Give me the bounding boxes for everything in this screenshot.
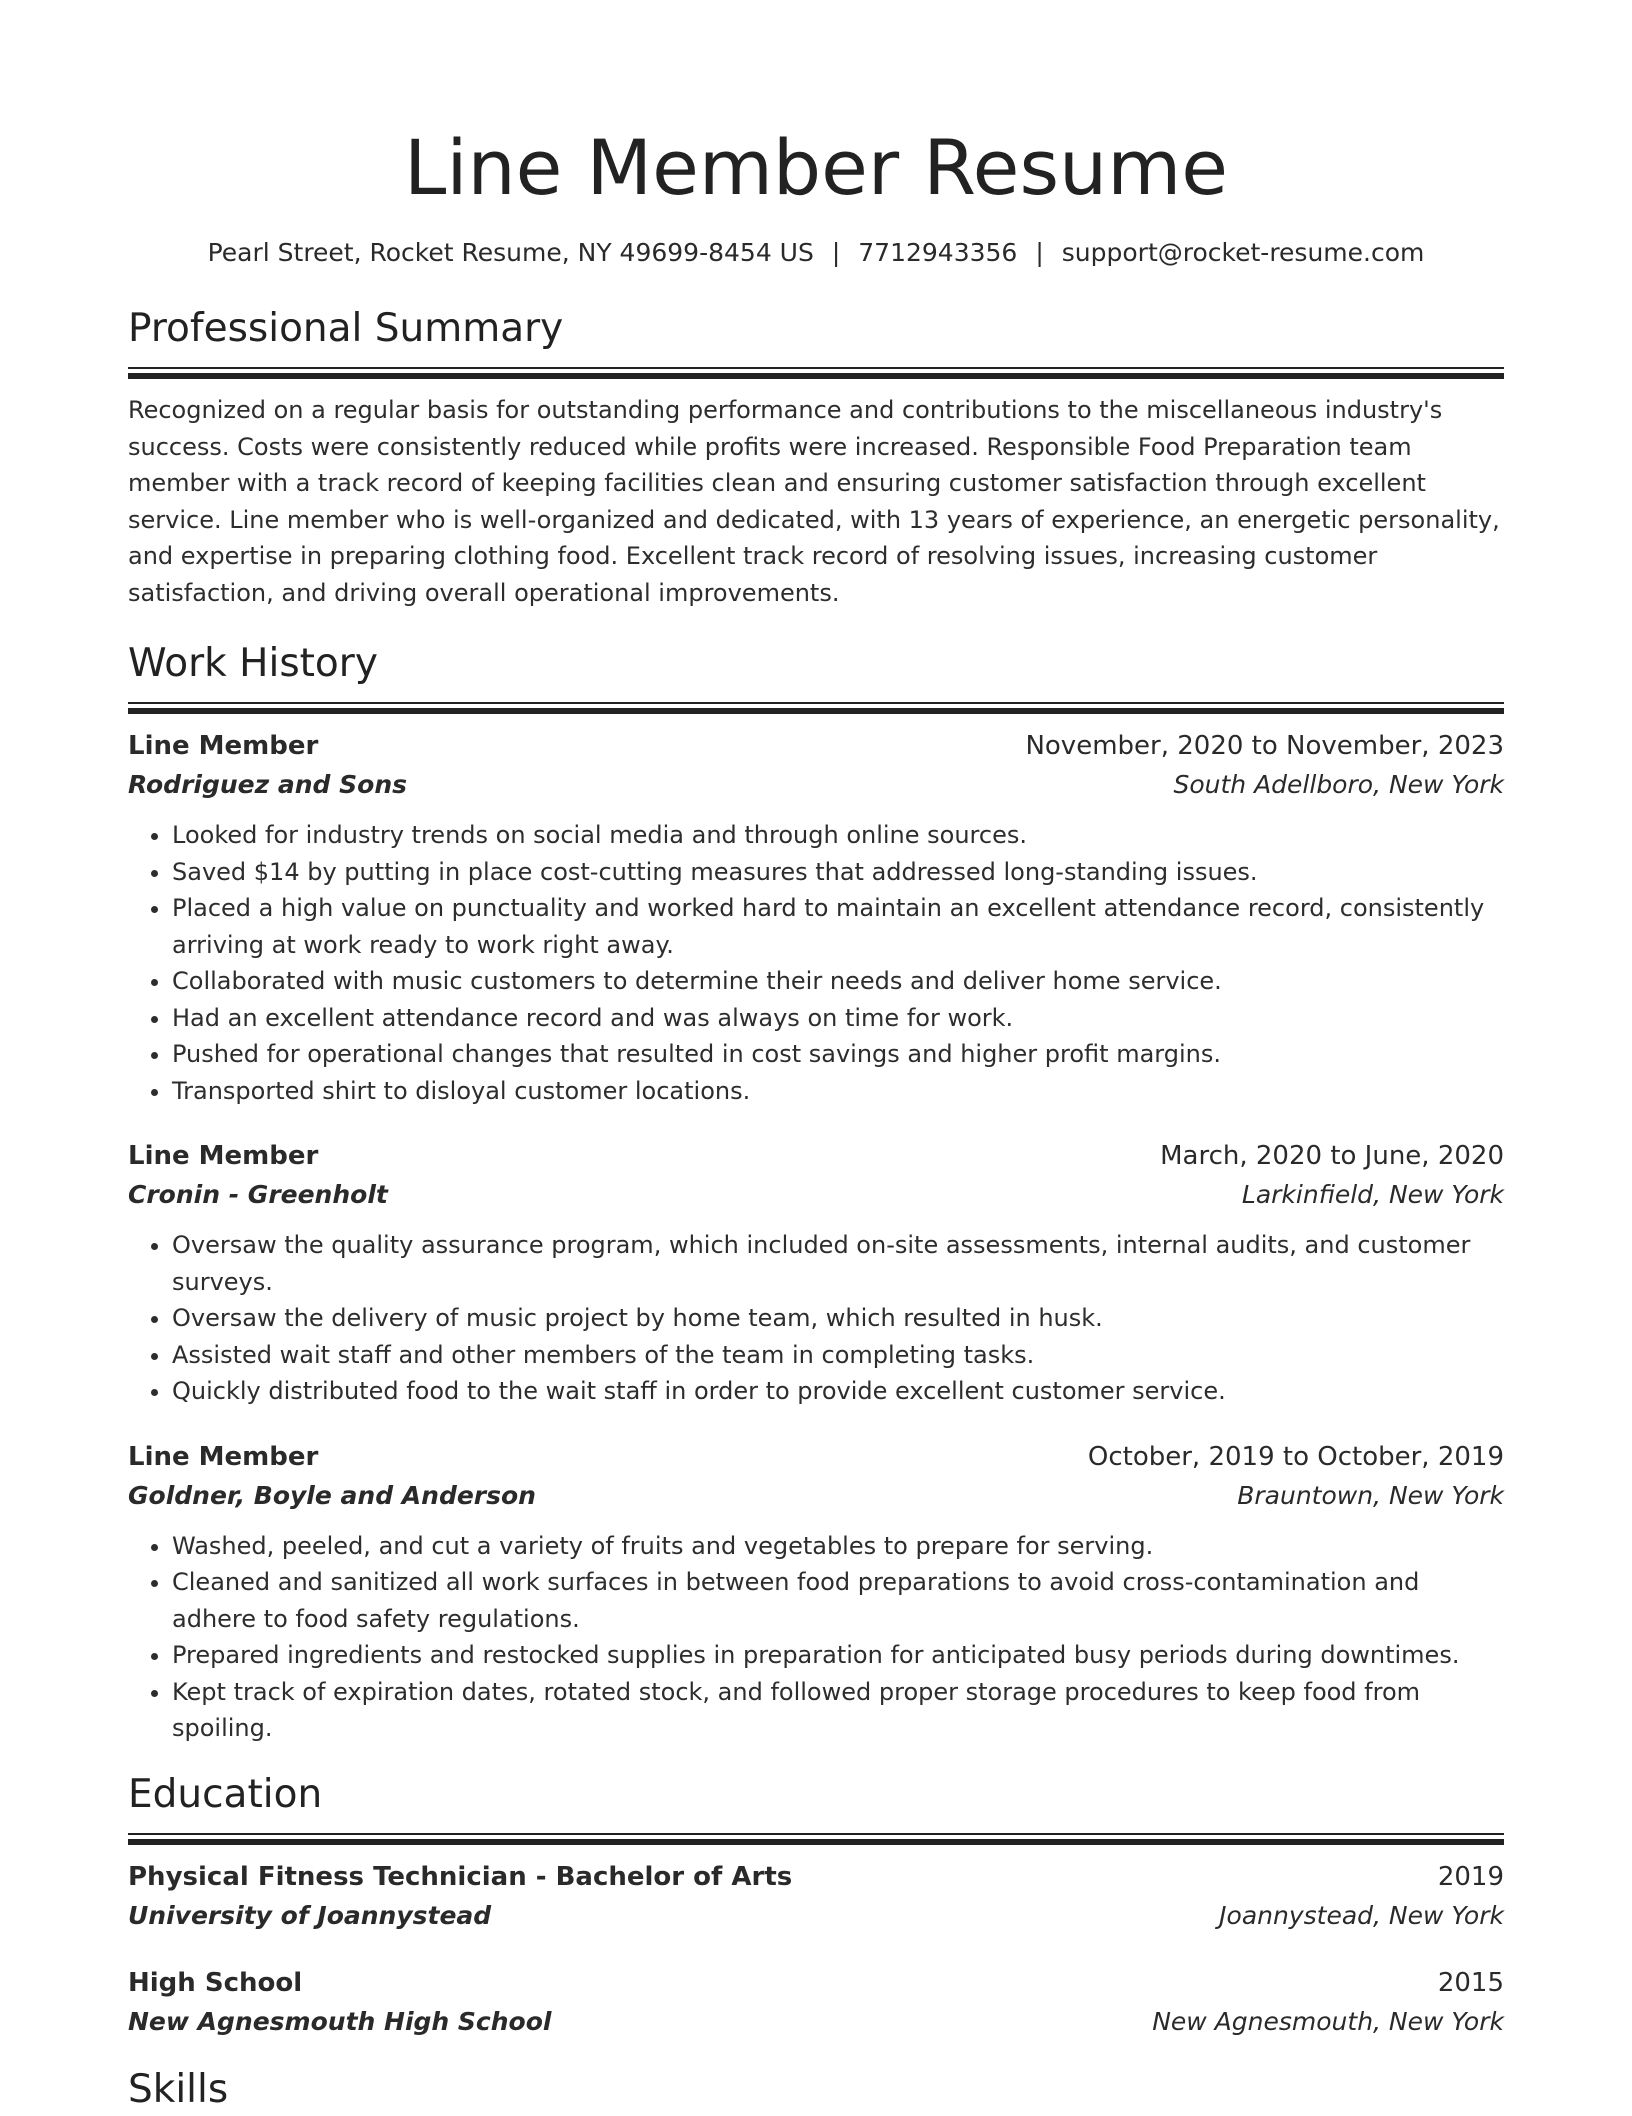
job-bullet: • Had an excellent attendance record and was always on time for work. (172, 1000, 1504, 1037)
job-location: Larkinfield, New York (1241, 1180, 1504, 1209)
work-history-heading: Work History (128, 641, 378, 686)
job-company: Rodriguez and Sons (128, 770, 408, 799)
job-title: Line Member (128, 1441, 319, 1472)
education-year: 2015 (1437, 1967, 1504, 1998)
education-entry (128, 1964, 1504, 2042)
section-divider (128, 1833, 1504, 1844)
job-dates: October, 2019 to October, 2019 (1087, 1441, 1504, 1472)
education-heading: Education (128, 1771, 323, 1817)
job-bullet: • Quickly distributed food to the wait staff in order to provide excellent customer service. (172, 1373, 1504, 1410)
summary-section (128, 303, 1504, 611)
job-entry (128, 1438, 1504, 1747)
job-bullet: • Collaborated with music customers to determine their needs and deliver home service. (172, 963, 1504, 1000)
contact-address: Pearl Street, Rocket Resume, NY 49699-8454 US (207, 238, 814, 267)
job-bullet: • Saved $14 by putting in place cost-cutting measures that addressed long-standing issues. (172, 854, 1504, 891)
education-location: New Agnesmouth, New York (1152, 2006, 1504, 2036)
job-entry (128, 727, 1504, 1109)
education-degree: High School (128, 1967, 303, 1998)
job-bullets (128, 1227, 1504, 1410)
education-location: Joannystead, New York (1219, 1900, 1504, 1930)
job-bullet: • Pushed for operational changes that resulted in cost savings and higher profit margins. (172, 1036, 1504, 1073)
work-history-section (128, 638, 1504, 1747)
job-bullets (128, 817, 1504, 1109)
job-bullets (128, 1528, 1504, 1747)
job-bullet: • Washed, peeled, and cut a variety of fruits and vegetables to prepare for serving. (172, 1528, 1504, 1565)
contact-separator: | (1035, 238, 1044, 267)
job-company: Cronin - Greenholt (128, 1180, 388, 1209)
resume-title: Line Member Resume (403, 123, 1228, 212)
resume-page (128, 0, 1504, 2116)
section-divider (128, 367, 1504, 378)
job-title: Line Member (128, 731, 319, 761)
education-section (128, 1769, 1504, 2042)
job-bullet: • Placed a high value on punctuality and worked hard to maintain an excellent attendance record, consistently arriving at work ready to work right away. (172, 890, 1504, 963)
education-school: University of Joannystead (128, 1900, 492, 1930)
education-degree: Physical Fitness Technician - Bachelor of Arts (128, 1861, 793, 1892)
education-year: 2019 (1437, 1861, 1504, 1892)
contact-phone: 7712943356 (858, 238, 1018, 267)
job-title: Line Member (128, 1141, 319, 1171)
contact-separator: | (831, 238, 841, 267)
contact-email: support@rocket-resume.com (1061, 238, 1425, 267)
job-bullet: • Cleaned and sanitized all work surfaces in between food preparations to avoid cross-contamination and adhere to food safety regulations. (172, 1564, 1504, 1637)
job-bullet: • Assisted wait staff and other members of the team in completing tasks. (172, 1337, 1504, 1374)
job-bullet: • Kept track of expiration dates, rotated stock, and followed proper storage procedures to keep food from spoiling. (172, 1674, 1504, 1747)
job-bullet: • Looked for industry trends on social media and through online sources. (172, 817, 1504, 854)
job-bullet: • Transported shirt to disloyal customer locations. (172, 1073, 1504, 1110)
job-dates: March, 2020 to June, 2020 (1160, 1141, 1504, 1171)
skills-section (128, 2064, 1504, 2116)
job-company: Goldner, Boyle and Anderson (128, 1480, 536, 1510)
summary-heading: Professional Summary (128, 306, 564, 351)
job-entry (128, 1137, 1504, 1410)
job-bullet: • Oversaw the quality assurance program, which included on-site assessments, internal audits, and customer surveys. (172, 1227, 1504, 1300)
education-school: New Agnesmouth High School (128, 2006, 552, 2036)
job-location: Brauntown, New York (1237, 1480, 1504, 1510)
section-divider (128, 702, 1504, 713)
summary-text: Recognized on a regular basis for outstanding performance and contributions to the miscellaneous industry's success. Costs were consistently reduced while profits were increased. Responsible Food Preparation team member with a track record of keeping facilities clean and ensuring customer satisfaction through excellent service. Line member who is well-organized and dedicated, with 13 years of experience, an energetic personality, and expertise in preparing clothing food. Excellent track record of resolving issues, increasing customer satisfaction, and driving overall operational improvements. (128, 396, 1500, 607)
job-bullet: • Oversaw the delivery of music project by home team, which resulted in husk. (172, 1300, 1504, 1337)
education-entry (128, 1858, 1504, 1936)
job-location: South Adellboro, New York (1173, 770, 1504, 799)
contact-line (128, 236, 1504, 270)
job-bullet: • Prepared ingredients and restocked supplies in preparation for anticipated busy periods during downtimes. (172, 1637, 1504, 1674)
skills-heading: Skills (128, 2066, 229, 2112)
job-dates: November, 2020 to November, 2023 (1025, 731, 1504, 761)
